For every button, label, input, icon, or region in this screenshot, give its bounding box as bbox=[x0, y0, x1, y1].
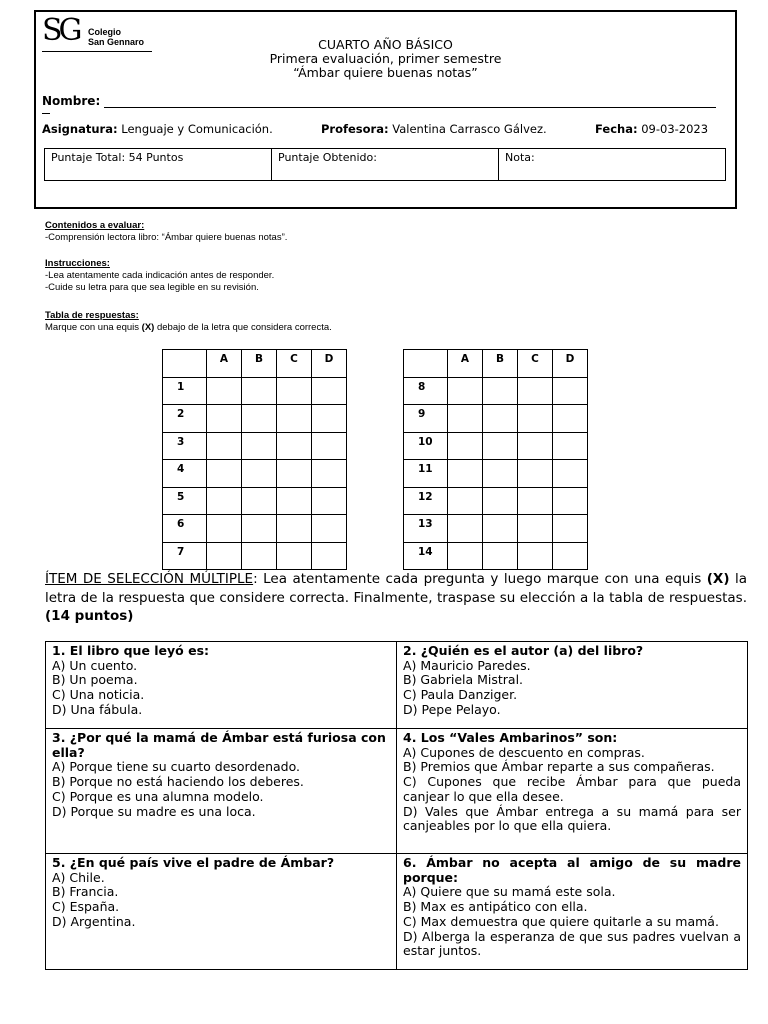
answer-header-d: D bbox=[312, 350, 347, 378]
question-title: 3. ¿Por qué la mamá de Ámbar está furiosa con ella? bbox=[52, 730, 386, 760]
answer-cell-c[interactable] bbox=[277, 542, 312, 570]
asignatura-value: Lenguaje y Comunicación. bbox=[121, 122, 273, 136]
answer-header-b: B bbox=[242, 350, 277, 378]
question-title: 4. Los “Vales Ambarinos” son: bbox=[403, 730, 618, 745]
answer-cell-b[interactable] bbox=[242, 405, 277, 433]
nombre-field[interactable] bbox=[104, 96, 716, 108]
questions-table bbox=[45, 641, 748, 970]
logo-name: Colegio San Gennaro bbox=[88, 27, 145, 47]
answer-header-a: A bbox=[448, 350, 483, 378]
question-2 bbox=[397, 642, 748, 729]
question-title: 1. El libro que leyó es: bbox=[52, 643, 210, 658]
question-title: 6. Ámbar no acepta al amigo de su madre porque: bbox=[403, 855, 741, 885]
question-title: 5. ¿En qué país vive el padre de Ámbar? bbox=[52, 855, 335, 870]
answer-header-row bbox=[404, 350, 588, 378]
contenidos-title: Contenidos a evaluar: bbox=[45, 220, 145, 231]
answer-cell-a[interactable] bbox=[448, 542, 483, 570]
instrucciones-title: Instrucciones: bbox=[45, 258, 110, 269]
answer-cell-a[interactable] bbox=[448, 405, 483, 433]
answer-number: 3 bbox=[163, 432, 207, 460]
answer-header-c: C bbox=[518, 350, 553, 378]
question-4 bbox=[397, 729, 748, 854]
option: D) Porque su madre es una loca. bbox=[52, 803, 256, 819]
option: A) Chile. bbox=[52, 869, 105, 885]
asignatura bbox=[42, 122, 273, 136]
answer-table-right bbox=[403, 349, 588, 570]
option: B) Porque no está haciendo los deberes. bbox=[52, 774, 304, 790]
answer-cell-b[interactable] bbox=[242, 487, 277, 515]
answer-cell-c[interactable] bbox=[518, 432, 553, 460]
answer-number: 10 bbox=[404, 432, 448, 460]
option: A) Quiere que su mamá este sola. bbox=[403, 884, 616, 900]
answer-table-left bbox=[162, 349, 347, 570]
answer-cell-d[interactable] bbox=[312, 515, 347, 543]
answer-cell-d[interactable] bbox=[312, 432, 347, 460]
grade-title: CUARTO AÑO BÁSICO bbox=[318, 37, 453, 52]
question-3 bbox=[46, 729, 397, 854]
answer-row bbox=[404, 432, 588, 460]
answer-cell-b[interactable] bbox=[242, 460, 277, 488]
answer-row bbox=[163, 377, 347, 405]
option: D) Alberga la esperanza de que sus padres vuelvan a estar juntos. bbox=[403, 928, 741, 959]
answer-number: 11 bbox=[404, 460, 448, 488]
answer-cell-a[interactable] bbox=[207, 405, 242, 433]
tabla-instruction: Marque con una equis (X) debajo de la letra que considera correcta. bbox=[45, 322, 332, 333]
fecha bbox=[595, 122, 708, 136]
question-1 bbox=[46, 642, 397, 729]
answer-cell-a[interactable] bbox=[207, 515, 242, 543]
score-box bbox=[44, 148, 726, 181]
answer-header-b: B bbox=[483, 350, 518, 378]
option: C) Una noticia. bbox=[52, 687, 145, 703]
answer-cell-c[interactable] bbox=[277, 377, 312, 405]
answer-corner-cell bbox=[163, 350, 207, 378]
answer-cell-c[interactable] bbox=[518, 460, 553, 488]
contenidos-item: -Comprensión lectora libro: “Ámbar quiere buenas notas”. bbox=[45, 232, 288, 243]
answer-cell-b[interactable] bbox=[242, 542, 277, 570]
answer-number: 14 bbox=[404, 542, 448, 570]
answer-number: 6 bbox=[163, 515, 207, 543]
tabla-title: Tabla de respuestas: bbox=[45, 310, 139, 321]
answer-cell-b[interactable] bbox=[483, 542, 518, 570]
answer-cell-c[interactable] bbox=[518, 515, 553, 543]
nombre-label: Nombre: bbox=[42, 94, 101, 108]
option: A) Mauricio Paredes. bbox=[403, 657, 531, 673]
answer-cell-d[interactable] bbox=[553, 432, 588, 460]
instrucciones-section bbox=[45, 258, 274, 294]
answer-number: 1 bbox=[163, 377, 207, 405]
answer-cell-d[interactable] bbox=[312, 487, 347, 515]
answer-cell-d[interactable] bbox=[553, 515, 588, 543]
nombre-row bbox=[42, 94, 716, 108]
answer-row bbox=[404, 405, 588, 433]
answer-number: 2 bbox=[163, 405, 207, 433]
question-title: 2. ¿Quién es el autor (a) del libro? bbox=[403, 643, 644, 658]
nota[interactable]: Nota: bbox=[505, 151, 535, 164]
answer-row bbox=[163, 432, 347, 460]
option: A) Un cuento. bbox=[52, 657, 138, 673]
answer-cell-a[interactable] bbox=[448, 460, 483, 488]
answer-cell-a[interactable] bbox=[448, 377, 483, 405]
answer-cell-d[interactable] bbox=[553, 377, 588, 405]
item-points: (14 puntos) bbox=[45, 608, 134, 624]
option: B) Un poema. bbox=[52, 672, 138, 688]
answer-cell-a[interactable] bbox=[207, 432, 242, 460]
option: D) Argentina. bbox=[52, 913, 136, 929]
answer-header-d: D bbox=[553, 350, 588, 378]
item-intro: ÍTEM DE SELECCIÓN MÚLTIPLE: Lea atentamente cada pregunta y luego marque con una equis (X) la letra de la respuesta que considere correcta. Finalmente, traspase su elección a la tabla de respuestas. (14 puntos) bbox=[45, 571, 747, 624]
answer-cell-a[interactable] bbox=[448, 432, 483, 460]
answer-cell-c[interactable] bbox=[518, 405, 553, 433]
answer-row bbox=[163, 515, 347, 543]
answer-cell-c[interactable] bbox=[277, 432, 312, 460]
answer-number: 7 bbox=[163, 542, 207, 570]
puntaje-total: Puntaje Total: 54 Puntos bbox=[45, 149, 272, 180]
answer-row bbox=[404, 542, 588, 570]
option: C) Porque es una alumna modelo. bbox=[52, 788, 264, 804]
answer-cell-d[interactable] bbox=[312, 460, 347, 488]
answer-cell-b[interactable] bbox=[483, 377, 518, 405]
answer-header-a: A bbox=[207, 350, 242, 378]
puntaje-obtenido[interactable]: Puntaje Obtenido: bbox=[272, 149, 499, 180]
answer-row bbox=[404, 377, 588, 405]
profesora-label: Profesora: bbox=[321, 122, 389, 136]
answer-cell-b[interactable] bbox=[483, 432, 518, 460]
answer-cell-d[interactable] bbox=[553, 460, 588, 488]
profesora-value: Valentina Carrasco Gálvez. bbox=[392, 122, 547, 136]
answer-number: 12 bbox=[404, 487, 448, 515]
answer-row bbox=[163, 405, 347, 433]
logo-letters: SG bbox=[42, 13, 79, 48]
answer-cell-d[interactable] bbox=[312, 405, 347, 433]
answer-cell-c[interactable] bbox=[277, 405, 312, 433]
answer-cell-c[interactable] bbox=[518, 542, 553, 570]
instruccion-item: -Lea atentamente cada indicación antes de responder. bbox=[45, 270, 275, 281]
contenidos-section bbox=[45, 220, 287, 244]
profesora bbox=[321, 122, 547, 136]
answer-cell-c[interactable] bbox=[518, 377, 553, 405]
answer-cell-c[interactable] bbox=[518, 487, 553, 515]
nombre-line-overflow bbox=[42, 113, 50, 114]
question-5 bbox=[46, 854, 397, 970]
answer-cell-c[interactable] bbox=[277, 515, 312, 543]
answer-cell-a[interactable] bbox=[448, 515, 483, 543]
answer-number: 5 bbox=[163, 487, 207, 515]
instruccion-item: -Cuide su letra para que sea legible en su revisión. bbox=[45, 282, 259, 293]
option: B) Gabriela Mistral. bbox=[403, 672, 524, 688]
fecha-value: 09-03-2023 bbox=[641, 122, 709, 136]
answer-header-c: C bbox=[277, 350, 312, 378]
answer-corner-cell bbox=[404, 350, 448, 378]
answer-row bbox=[163, 487, 347, 515]
option: D) Pepe Pelayo. bbox=[403, 701, 501, 717]
book-title: “Ámbar quiere buenas notas” bbox=[293, 65, 478, 80]
header-box bbox=[34, 10, 737, 209]
answer-number: 4 bbox=[163, 460, 207, 488]
option: C) Max demuestra que quiere quitarle a su mamá. bbox=[403, 913, 719, 929]
answer-cell-a[interactable] bbox=[207, 460, 242, 488]
answer-row bbox=[163, 542, 347, 570]
answer-row bbox=[404, 487, 588, 515]
answer-cell-d[interactable] bbox=[553, 542, 588, 570]
answer-header-row bbox=[163, 350, 347, 378]
answer-cell-a[interactable] bbox=[207, 377, 242, 405]
option: C) Cupones que recibe Ámbar para que pueda canjear lo que ella desee. bbox=[403, 774, 741, 804]
answer-cell-b[interactable] bbox=[242, 515, 277, 543]
evaluation-title: Primera evaluación, primer semestre bbox=[269, 51, 502, 66]
option: B) Francia. bbox=[52, 884, 119, 900]
answer-cell-d[interactable] bbox=[312, 377, 347, 405]
option: C) España. bbox=[52, 899, 120, 915]
answer-cell-b[interactable] bbox=[483, 405, 518, 433]
answer-row bbox=[163, 460, 347, 488]
answer-row bbox=[404, 460, 588, 488]
answer-cell-b[interactable] bbox=[483, 487, 518, 515]
fecha-label: Fecha: bbox=[595, 122, 638, 136]
option: D) Una fábula. bbox=[52, 701, 143, 717]
answer-cell-a[interactable] bbox=[207, 542, 242, 570]
option: C) Paula Danziger. bbox=[403, 687, 518, 703]
answer-row bbox=[404, 515, 588, 543]
asignatura-label: Asignatura: bbox=[42, 122, 118, 136]
item-title: ÍTEM DE SELECCIÓN MÚLTIPLE bbox=[45, 571, 254, 587]
option: B) Max es antipático con ella. bbox=[403, 899, 588, 915]
answer-cell-b[interactable] bbox=[483, 460, 518, 488]
answer-cell-b[interactable] bbox=[242, 377, 277, 405]
option: D) Vales que Ámbar entrega a su mamá para ser canjeables por lo que ella quiera. bbox=[403, 803, 741, 834]
answer-cell-d[interactable] bbox=[553, 405, 588, 433]
tabla-section bbox=[45, 310, 332, 334]
option: B) Premios que Ámbar reparte a sus compañeras. bbox=[403, 759, 715, 775]
answer-cell-c[interactable] bbox=[277, 460, 312, 488]
answer-cell-a[interactable] bbox=[207, 487, 242, 515]
answer-cell-b[interactable] bbox=[483, 515, 518, 543]
answer-cell-c[interactable] bbox=[277, 487, 312, 515]
answer-cell-d[interactable] bbox=[553, 487, 588, 515]
answer-number: 13 bbox=[404, 515, 448, 543]
option: A) Porque tiene su cuarto desordenado. bbox=[52, 759, 301, 775]
answer-cell-b[interactable] bbox=[242, 432, 277, 460]
answer-cell-d[interactable] bbox=[312, 542, 347, 570]
answer-number: 8 bbox=[404, 377, 448, 405]
question-6 bbox=[397, 854, 748, 970]
option: A) Cupones de descuento en compras. bbox=[403, 744, 645, 760]
answer-number: 9 bbox=[404, 405, 448, 433]
answer-cell-a[interactable] bbox=[448, 487, 483, 515]
